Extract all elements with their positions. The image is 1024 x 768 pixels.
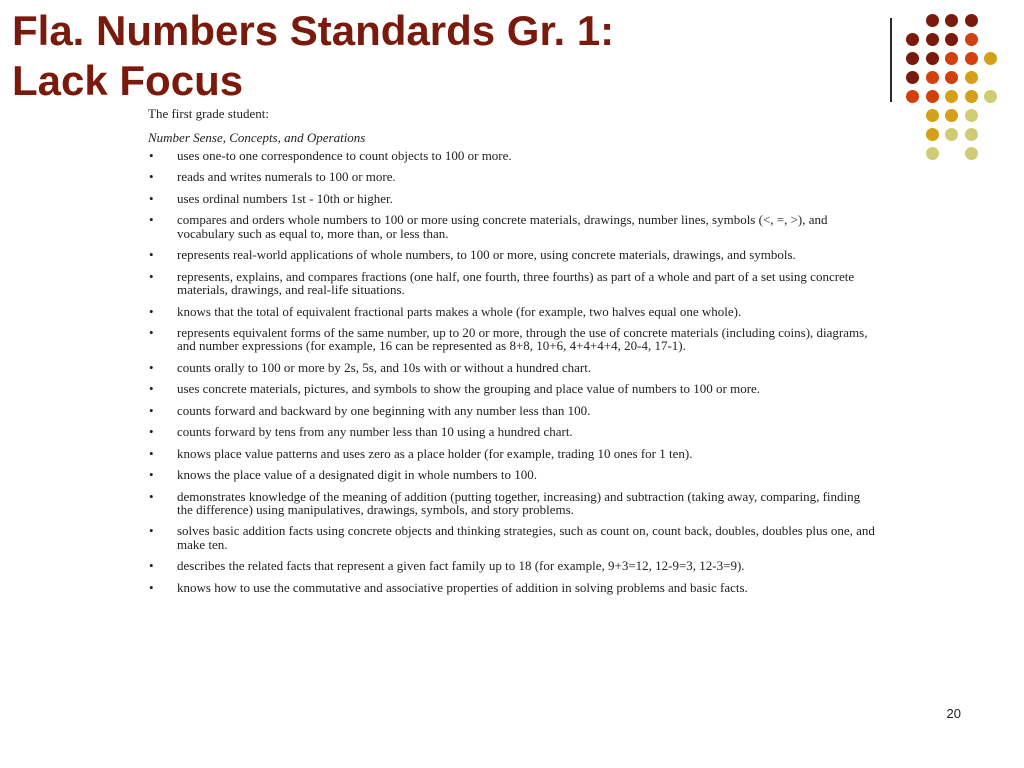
title-line-1: Fla. Numbers Standards Gr. 1: bbox=[12, 7, 615, 54]
list-item bbox=[148, 490, 878, 517]
list-item bbox=[148, 170, 878, 183]
list-item-text: demonstrates knowledge of the meaning of addition (putting together, increasing) and subtraction (taking away, comparing, finding the difference) using manipulatives, drawings, symbols, and story problems. bbox=[177, 488, 861, 517]
standards-document bbox=[148, 106, 878, 758]
list-item bbox=[148, 581, 878, 594]
list-item bbox=[148, 468, 878, 481]
decorative-divider bbox=[890, 18, 892, 102]
decorative-dot bbox=[945, 71, 958, 84]
page-number: 20 bbox=[946, 706, 961, 721]
bullet-marker: • bbox=[149, 169, 154, 185]
list-item-text: describes the related facts that represent a given fact family up to 18 (for example, 9+3=12, 12-9=3, 12-3=9). bbox=[177, 558, 745, 574]
list-item-text: counts orally to 100 or more by 2s, 5s, and 10s with or without a hundred chart. bbox=[177, 359, 592, 375]
bullet-marker: • bbox=[149, 424, 154, 440]
decorative-dot bbox=[945, 109, 958, 122]
list-item-text: knows place value patterns and uses zero as a place holder (for example, trading 10 ones for 1 ten). bbox=[177, 445, 693, 461]
document-intro: The first grade student: bbox=[148, 106, 269, 121]
bullet-marker: • bbox=[149, 247, 154, 263]
bullet-marker: • bbox=[149, 402, 154, 418]
list-item bbox=[148, 404, 878, 417]
bullet-marker: • bbox=[149, 381, 154, 397]
decorative-dot bbox=[945, 128, 958, 141]
decorative-dot bbox=[945, 33, 958, 46]
decorative-dot bbox=[965, 71, 978, 84]
bullet-marker: • bbox=[149, 212, 154, 228]
bullet-marker: • bbox=[149, 558, 154, 574]
decorative-dot bbox=[965, 128, 978, 141]
decorative-dot bbox=[965, 147, 978, 160]
list-item-text: knows the place value of a designated digit in whole numbers to 100. bbox=[177, 467, 537, 483]
list-item bbox=[148, 305, 878, 318]
list-item bbox=[148, 361, 878, 374]
list-item-text: solves basic addition facts using concrete objects and thinking strategies, such as count on, count back, doubles, doubles plus one, and make ten. bbox=[177, 523, 875, 552]
list-item-text: counts forward and backward by one beginning with any number less than 100. bbox=[177, 402, 591, 418]
list-item-text: knows how to use the commutative and associative properties of addition in solving problems and basic facts. bbox=[177, 579, 748, 595]
list-item-text: reads and writes numerals to 100 or more. bbox=[177, 169, 396, 185]
list-item bbox=[148, 382, 878, 395]
bullet-marker: • bbox=[149, 268, 154, 284]
list-item-text: uses one-to one correspondence to count objects to 100 or more. bbox=[177, 148, 512, 163]
decorative-dot bbox=[926, 33, 939, 46]
decorative-dot bbox=[965, 109, 978, 122]
section-heading: Number Sense, Concepts, and Operations bbox=[148, 130, 366, 145]
bullet-marker: • bbox=[149, 190, 154, 206]
list-item bbox=[148, 425, 878, 438]
decorative-dot bbox=[984, 90, 997, 103]
list-item bbox=[148, 326, 878, 353]
list-item-text: uses ordinal numbers 1st - 10th or higher. bbox=[177, 190, 393, 206]
decorative-dot bbox=[926, 52, 939, 65]
decorative-dot-grid bbox=[906, 14, 1016, 164]
decorative-dot bbox=[945, 52, 958, 65]
slide-title bbox=[12, 6, 872, 107]
list-item-text: uses concrete materials, pictures, and symbols to show the grouping and place value of numbers to 100 or more. bbox=[177, 381, 761, 397]
bullet-marker: • bbox=[149, 303, 154, 319]
list-item bbox=[148, 149, 878, 162]
bullet-marker: • bbox=[149, 359, 154, 375]
list-item-text: knows that the total of equivalent fractional parts makes a whole (for example, two halves equal one whole). bbox=[177, 303, 742, 319]
bullet-marker: • bbox=[149, 148, 154, 163]
decorative-dot bbox=[984, 52, 997, 65]
list-item bbox=[148, 213, 878, 240]
decorative-dot bbox=[965, 90, 978, 103]
list-item bbox=[148, 524, 878, 551]
decorative-dot bbox=[926, 14, 939, 27]
decorative-dot bbox=[906, 90, 919, 103]
decorative-dot bbox=[926, 71, 939, 84]
list-item-text: counts forward by tens from any number less than 10 using a hundred chart. bbox=[177, 424, 573, 440]
decorative-dot bbox=[906, 52, 919, 65]
decorative-dot bbox=[926, 109, 939, 122]
decorative-dot bbox=[965, 33, 978, 46]
list-item bbox=[148, 248, 878, 261]
title-line-2: Lack Focus bbox=[12, 57, 244, 105]
list-item bbox=[148, 192, 878, 205]
decorative-dot bbox=[926, 128, 939, 141]
list-item bbox=[148, 559, 878, 572]
list-item bbox=[148, 270, 878, 297]
bullet-marker: • bbox=[149, 488, 154, 504]
bullet-marker: • bbox=[149, 523, 154, 539]
decorative-dot bbox=[926, 90, 939, 103]
list-item-text: represents equivalent forms of the same number, up to 20 or more, through the use of concrete materials (including coins), diagrams, and number expressions (for example, 16 can be represented as 8+8, 10+6, 4+4+4+4, 20-4, 17-1). bbox=[177, 324, 868, 354]
decorative-dot bbox=[965, 14, 978, 27]
decorative-dot bbox=[926, 147, 939, 160]
bullet-marker: • bbox=[149, 579, 154, 595]
list-item bbox=[148, 447, 878, 460]
bullet-marker: • bbox=[149, 445, 154, 461]
bullet-marker: • bbox=[149, 324, 154, 340]
standards-list bbox=[148, 149, 878, 594]
decorative-dot bbox=[906, 71, 919, 84]
bullet-marker: • bbox=[149, 467, 154, 483]
decorative-dot bbox=[906, 33, 919, 46]
decorative-dot bbox=[945, 14, 958, 27]
list-item-text: represents real-world applications of whole numbers, to 100 or more, using concrete materials, drawings, and symbols. bbox=[177, 247, 796, 263]
list-item-text: represents, explains, and compares fractions (one half, one fourth, three fourths) as part of a whole and part of a set using concrete materials, drawings, and real-life situations. bbox=[177, 268, 855, 298]
decorative-dot bbox=[965, 52, 978, 65]
decorative-dot bbox=[945, 90, 958, 103]
list-item-text: compares and orders whole numbers to 100 or more using concrete materials, drawings, number lines, symbols (<, =, >), and vocabulary such as equal to, more than, or less than. bbox=[177, 212, 828, 241]
